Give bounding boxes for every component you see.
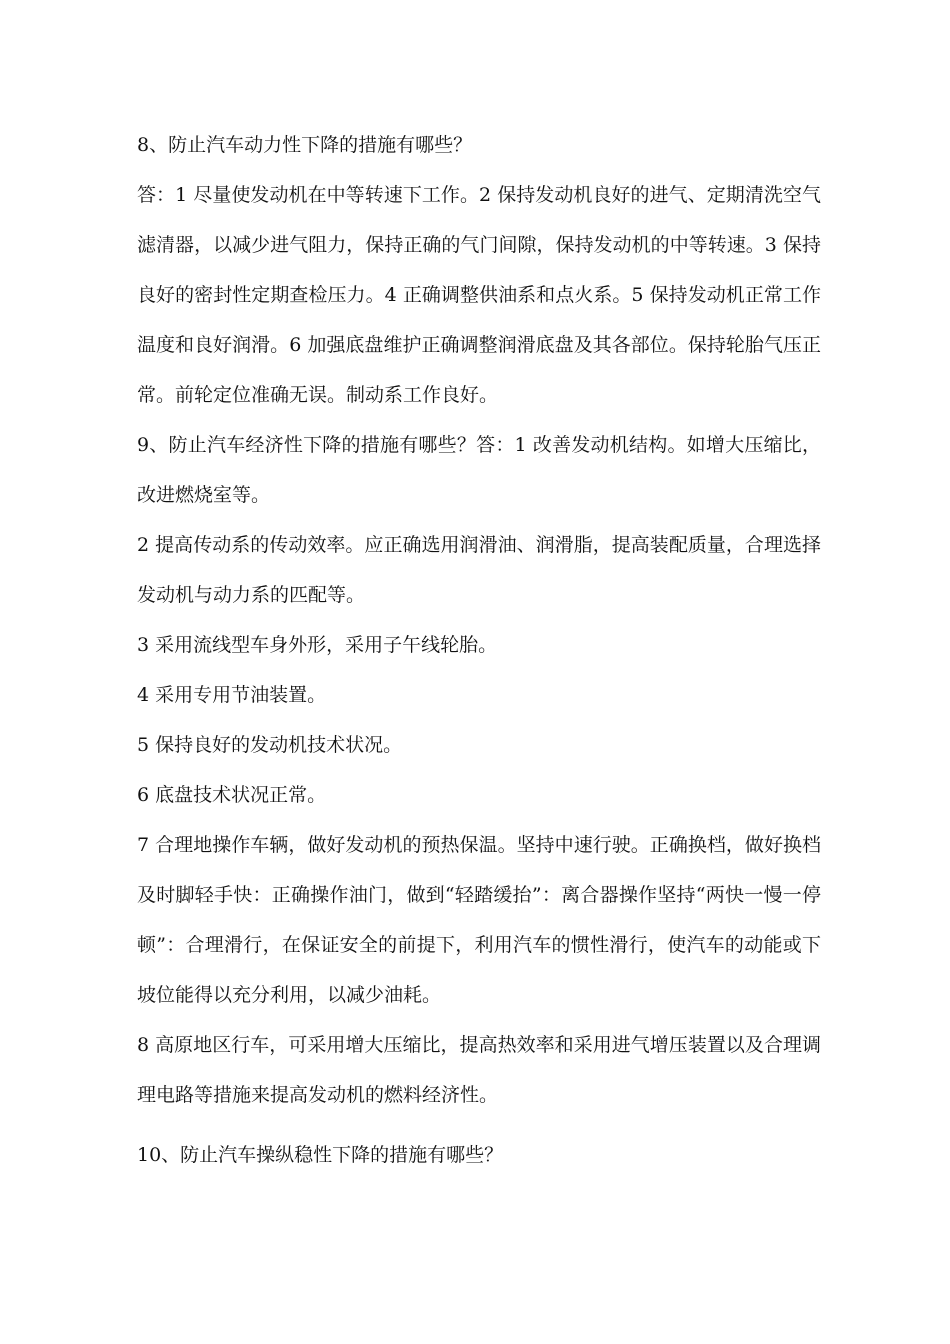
- document-page: [137, 120, 821, 1180]
- question-10-heading: 10、防止汽车操纵稳性下降的措施有哪些？: [137, 1144, 504, 1166]
- answer-9-item-2: 2 提高传动系的传动效率。应正确选用润滑油、润滑脂，提高装配质量，合理选择发动机与动力系的匹配等。: [137, 534, 821, 606]
- answer-8: 答：1 尽量使发动机在中等转速下工作。2 保持发动机良好的进气、定期清洗空气滤清器，以减少进气阻力，保持正确的气门间隙，保持发动机的中等转速。3 保持良好的密封性定期查检压力。4 正确调整供油系和点火系。5 保持发动机正常工作温度和良好润滑。6 加强底盘维护正确调整润滑底盘及其各部位。保持轮胎气压正常。前轮定位准确无误。制动系工作良好。: [137, 184, 821, 406]
- answer-9-item-5: 5 保持良好的发动机技术状况。: [137, 734, 403, 756]
- answer-9-item-4: 4 采用专用节油装置。: [137, 684, 327, 706]
- answer-9-item-3: 3 采用流线型车身外形，采用子午线轮胎。: [137, 634, 498, 656]
- answer-9-item-7: 7 合理地操作车辆，做好发动机的预热保温。坚持中速行驶。正确换档，做好换档及时脚轻手快：正确操作油门，做到“轻踏缓抬”：离合器操作坚持“两快一慢一停顿”：合理滑行，在保证安全的前提下，利用汽车的惯性滑行，使汽车的动能或下坡位能得以充分利用，以减少油耗。: [137, 834, 821, 1006]
- question-9-with-answer-1: 9、防止汽车经济性下降的措施有哪些？答：1 改善发动机结构。如增大压缩比，改进燃烧室等。: [137, 434, 821, 506]
- question-8-heading: 8、防止汽车动力性下降的措施有哪些？: [137, 134, 473, 156]
- answer-9-item-8: 8 高原地区行车，可采用增大压缩比，提高热效率和采用进气增压装置以及合理调理电路等措施来提高发动机的燃料经济性。: [137, 1034, 821, 1106]
- answer-9-item-6: 6 底盘技术状况正常。: [137, 784, 327, 806]
